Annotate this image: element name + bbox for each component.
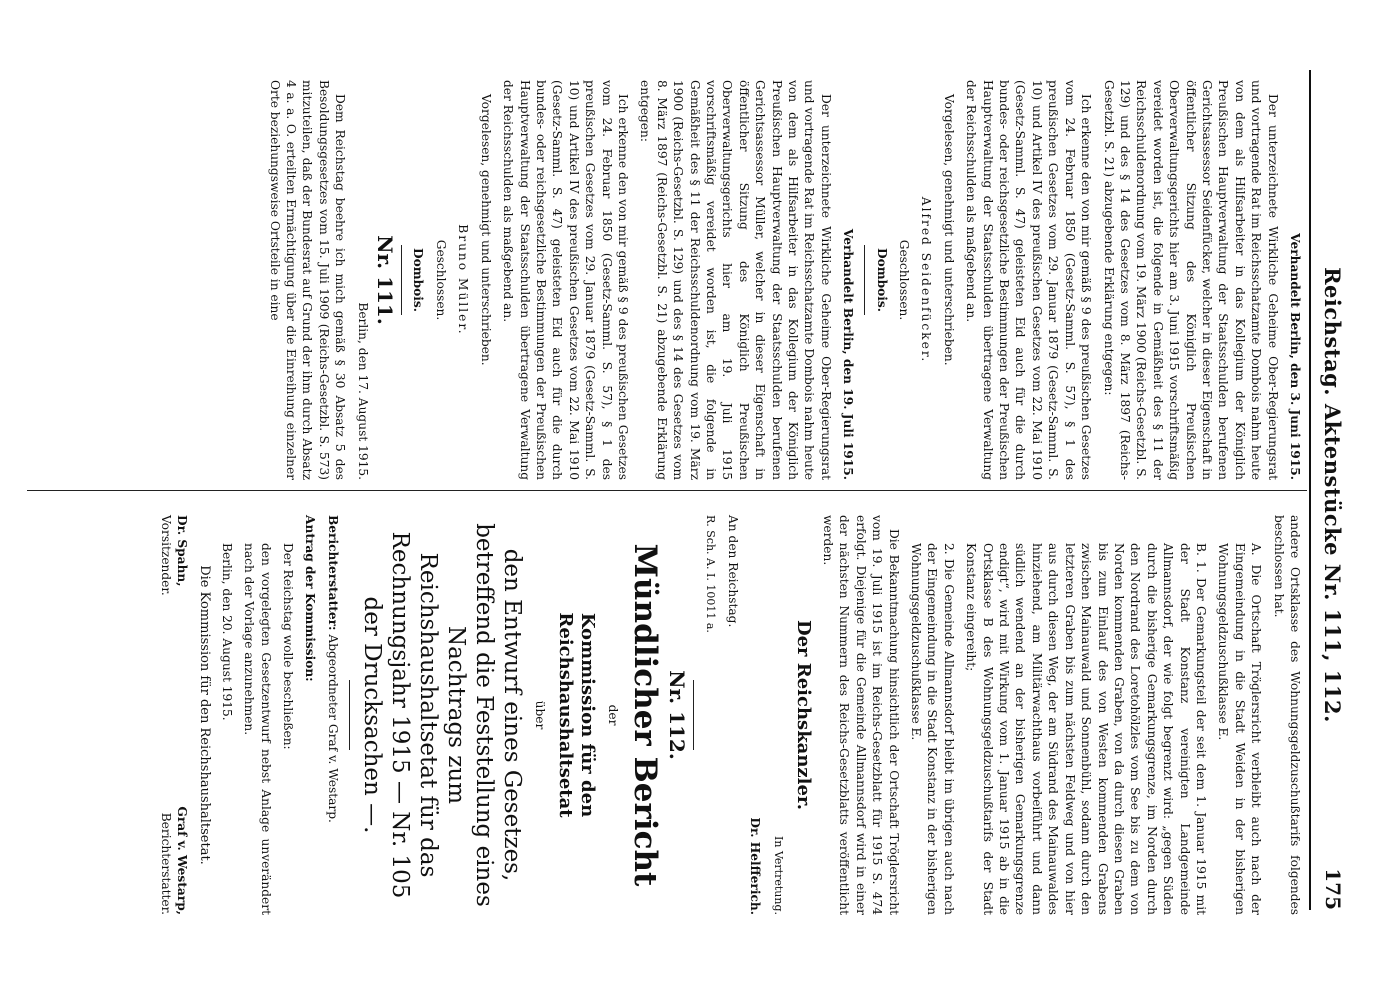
motion-label: Antrag der Kommission: (303, 515, 318, 682)
vertretung-signature: Dr. Helfferich. (748, 817, 763, 915)
signatory-mueller: Bruno Müller. (456, 224, 471, 336)
separator (864, 245, 865, 315)
rapporteur-role: Berichterstatter. (158, 812, 173, 915)
sender-reichskanzler: Der Reichskanzler. (792, 619, 814, 811)
minutes-2-closed: Geschlossen. (433, 239, 448, 321)
rapporteur-name: Abgeordneter Graf v. Westarp. (325, 634, 340, 823)
minutes-2-text: Der unterzeichnete Wirkliche Geheime Ober-Regierungsrat und vortragende Rat im Reichsschatzamte Dombois nahm heute von dem als Hilfsarbeiter in das Kollegium der Königlich Preußischen Hauptverwaltung der Staatsschulden berufenen Gerichtsassessor Müller, welcher in dieser Eigenschaft in öffentlicher Sitzung des Königlich Preußischen Oberverwaltungsgerichts hier am 19. Juli 1915 vorschriftsmäßig vereidet worden ist, die folgende in Gemäßheit des § 11 der Reichsschuldenordnung vom 19. März 1900 (Reichs-Gesetzbl. S. 129) und des § 14 des Gesetzes vom 8. März 1897 (Reichs-Gesetzbl. S. 21) abzugebende Erklärung entgegen: (638, 80, 833, 480)
minutes-1-signature: Dombois. (874, 248, 889, 312)
announcement-text: Die Bekanntmachung hinsichtlich der Ortschaft Tröglersricht vom 19. Juli 1915 ist im Reichs-Gesetzblatt für 1915 S. 474 erfolgt. Diejenige für die Gemeinde Allmannsdorf wird in einer der nächsten Nummern des Reichs-Gesetzblatts veröffentlicht werden. (821, 515, 901, 915)
separator (349, 680, 350, 750)
clause-b1: B. 1. Der Gemarkungsteil der seit dem 1. Januar 1915 mit der Stadt Konstanz vereinigten Landgemeinde Allmannsdorf, der wie folgt begrenzt wird: „gegen Süden durch die bisherige Gemarkungsgrenze, im Norden durch den Nordrand des Loretohölzles vom See bis zu dem von Norden kommenden Graben, von da durch diesen Graben bis zum Einlauf des von Westen kommenden Grabens zwischen Mainauwald und Sonnenbühl, sodann durch den letzteren Graben bis zum nächsten Feldweg und von hier aus durch diesen Weg, der am Südrand des Mainauwaldes hinziehend, am Militärwachthaus vorbeiführt und dann südlich wendend an der bisherigen Gemarkungsgrenze endigt“, wird mit Wirkung vom 1. Januar 1915 ab in die Ortsklasse B des Wohnungsgeldzuschußtarifs der Stadt Konstanz eingereiht; (964, 543, 1208, 915)
nr-111-text: Dem Reichstag beehre ich mich gemäß § 30 Absatz 5 des Besoldungsgesetzes vom 15. Juli 1909 (Reichs-Gesetzbl. S. 573) mitzuteilen, daß der Bundesrat auf Grund der ihm durch Absatz 4 a. a. O. erteilten Ermächtigung über die Einreihung einzelner Orte beziehungsweise Ortsteile in eine (267, 80, 348, 480)
separator (401, 245, 402, 315)
left-column (260, 80, 1303, 480)
rapporteur-signature: Graf v. Westarp, (174, 806, 189, 915)
column-divider (27, 490, 1307, 491)
chair-signature: Dr. Spahn, (174, 515, 189, 587)
minutes-1-text: Der unterzeichnete Wirkliche Geheime Ober-Regierungsrat und vortragende Rat im Reichsschatzamte Dombois nahm heute von dem als Hilfsarbeiter in das Kollegium der Königlich Preußischen Hauptverwaltung der Staatsschulden berufenen Gerichtsassessor Seidenfücker, welcher in dieser Eigenschaft in öffentlicher Sitzung des Königlich Preußischen Oberverwaltungsgerichts hier am 3. Juni 1915 vorschriftsmäßig vereidet worden ist, die folgende in Gemäßheit des § 11 der Reichsschuldenordnung vom 19. März 1900 (Reichs-Gesetzbl. S. 129) und des § 14 des Gesetzes vom 8. März 1897 (Reichs-Gesetzbl. S. 21) abzugebende Erklärung entgegen: (1101, 80, 1280, 480)
report-date: Berlin, den 20. August 1915. (219, 543, 234, 721)
report-title: Mündlicher Bericht (626, 543, 663, 887)
oath-2-text: Ich erkenne den von mir gemäß § 9 des preußischen Gesetzes vom 24. Februar 1850 (Gesetz-Samml. S. 57), § 1 des preußischen Gesetzes vom 29. Januar 1879 (Gesetz-Samml. S. 10) und Artikel IV des preußischen Gesetzes vom 22. Mai 1910 (Gesetz-Samml. S. 47) geleisteten Eid auch für die durch bundes- oder reichsgesetzliche Bestimmungen der Preußischen Hauptverwaltung der Staatsschulden übertragene Verwaltung der Reichsschulden als maßgebend an. (501, 80, 630, 480)
page-header (1311, 80, 1351, 910)
signatory-seidenfuecker: Alfred Seidenfücker. (919, 196, 934, 364)
page-number: 175 (1321, 868, 1345, 910)
report-der: der (605, 704, 620, 726)
minutes-1-closing: Vorgelesen, genehmigt und unterschrieben. (941, 94, 956, 366)
chair-role: Vorsitzender. (158, 515, 173, 596)
header-rule (1309, 70, 1311, 910)
committee-name: Kommission für den Reichshaushaltsetat (555, 612, 599, 818)
reference-number: R. Sch. A. I. 10011 a. (704, 515, 718, 633)
minutes-2-closing: Vorgelesen, genehmigt und unterschrieben. (478, 94, 493, 366)
section-nr-111: Nr. 111. (373, 235, 398, 325)
right-column (157, 515, 1303, 915)
nr-111-date: Berlin, den 17. August 1915. (355, 302, 370, 480)
minutes-2-title: Verhandelt Berlin, den 19. Juli 1915. (841, 228, 856, 480)
separator (693, 680, 694, 750)
signature-row (157, 515, 190, 915)
nr-111-continuation: andere Ortsklasse des Wohnungsgeldzuschußtarifs folgendes beschlossen hat. (1271, 515, 1302, 915)
section-nr-112: Nr. 112. (665, 670, 689, 760)
minutes-2-signature: Dombois. (411, 248, 426, 312)
recipient: An den Reichstag. (725, 515, 740, 628)
vertretung-label: In Vertretung. (771, 836, 785, 915)
minutes-1-closed: Geschlossen. (897, 239, 912, 321)
clause-a: A. Die Ortschaft Tröglersricht verbleibt auch nach der Eingemeindung in die Stadt Weiden in der bisherigen Wohnungsgeldzuschußklasse E. (1216, 543, 1264, 915)
motion-intro: Der Reichstag wolle beschließen: (280, 543, 295, 750)
minutes-1-title: Verhandelt Berlin, den 3. Juni 1915. (1288, 233, 1302, 480)
bill-subject: den Entwurf eines Gesetzes, betreffend die Feststellung eines Nachtrags zum Reichshaushaltsetat für das Rechnungsjahr 1915 — Nr. 105 der Drucksachen —. (358, 523, 525, 907)
motion-text: den vorgelegten Gesetzentwurf nebst Anlage unverändert nach der Vorlage anzunehmen. (242, 543, 273, 915)
clause-b2: 2. Die Gemeinde Allmannsdorf bleibt im übrigen auch nach der Eingemeindung in die Stadt Konstanz in der bisherigen Wohnungsgeldzuschußklasse E. (909, 543, 956, 915)
oath-1-text: Ich erkenne den von mir gemäß § 9 des preußischen Gesetzes vom 24. Februar 1850 (Gesetz-Samml. S. 57), § 1 des preußischen Gesetzes vom 29. Januar 1879 (Gesetz-Samml. S. 10) und Artikel IV des preußischen Gesetzes vom 22. Mai 1910 (Gesetz-Samml. S. 47) geleisteten Eid auch für die durch bundes- oder reichsgesetzliche Bestimmungen der Preußischen Hauptverwaltung der Staatsschulden übertragene Verwaltung der Reichsschulden als maßgebend an. (964, 80, 1094, 480)
page-title: Reichstag. Aktenstücke Nr. 111, 112. (1320, 267, 1345, 723)
committee-footer: Die Kommission für den Reichshaushaltsetat. (197, 565, 213, 865)
report-ueber: über (533, 700, 548, 730)
rapporteur-label: Berichterstatter: (325, 515, 340, 631)
